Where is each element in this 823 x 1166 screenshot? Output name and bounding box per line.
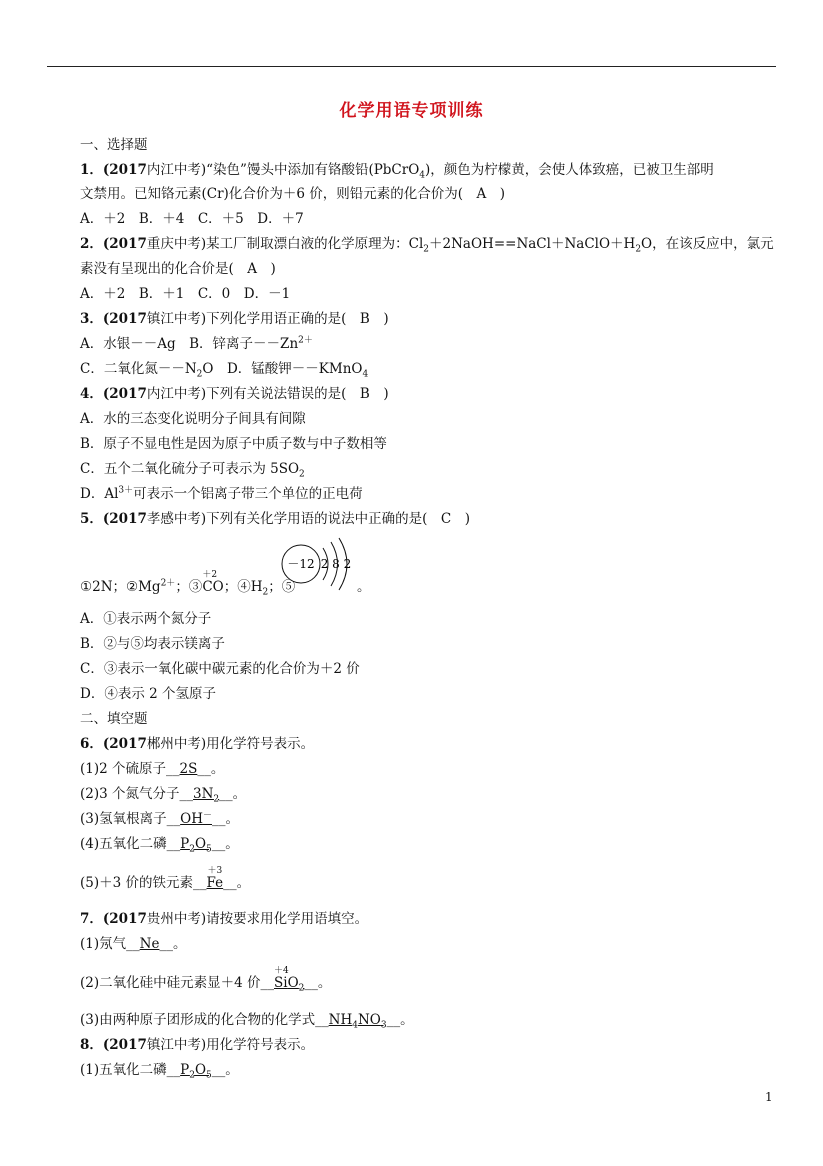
question-7-item-2: (2)二氧化硅中硅元素显＋4 价__ ＋4 SiO$_2$__。 — [80, 966, 332, 994]
magnesium-ion-structure-diagram — [278, 535, 363, 595]
page-title: 化学用语专项训练 — [339, 101, 484, 121]
question-4-option-b: B．原子不显电性是因为原子中质子数与中子数相等 — [80, 436, 387, 452]
question-7-item-3: (3)由两种原子团形成的化合物的化学式$\_\_NH_4NO_3\_\_$。 — [80, 1012, 414, 1031]
question-4-option-d: D．$Al^{3+}$可表示一个铝离子带三个单位的正电荷 — [80, 485, 363, 502]
question-5-line-1: 5．(2017孝感中考)下列有关化学用语的说法中正确的是( C ) — [80, 511, 471, 527]
ion-nucleus-label: －12 — [287, 557, 315, 571]
question-5-items: ①2N；$②Mg^{2+}$；③ ＋2 CO；$④H_2$；⑤ — [80, 570, 296, 598]
header-rule — [47, 66, 776, 67]
ion-shell-numbers: 2 8 2 — [320, 557, 352, 571]
question-2-options: A．＋2 B．＋1 C．0 D．－1 — [80, 286, 291, 302]
question-4-option-a: A．水的三态变化说明分子间具有间隙 — [80, 411, 306, 427]
question-1-options: A．＋2 B．＋4 C．＋5 D．＋7 — [80, 211, 304, 227]
question-3-line-1: 3．(2017镇江中考)下列化学用语正确的是( B ) — [80, 311, 389, 327]
question-6-item-3: (3)氢氧根离子__OH－__。 — [80, 810, 239, 827]
section-choice: 一、选择题 — [80, 137, 148, 153]
question-6-item-1: (1)2 个硫原子__2S__。 — [80, 761, 225, 777]
page-number: 1 — [765, 1090, 773, 1104]
question-5-option-a: A．①表示两个氮分子 — [80, 611, 212, 627]
question-5-option-d: D．④表示 2 个氢原子 — [80, 686, 216, 702]
question-5-option-b: B．②与⑤均表示镁离子 — [80, 636, 225, 652]
question-2-line-2: 素没有呈现出的化合价是( A ) — [80, 261, 276, 277]
question-6-line-1: 6．(2017郴州中考)用化学符号表示。 — [80, 736, 315, 752]
question-4-option-c: C．五个二氧化硫分子可表示为 $5SO_2$ — [80, 461, 305, 480]
question-1-line-2: 文禁用。已知铬元素(Cr)化合价为＋6 价，则铅元素的化合价为( A ) — [80, 186, 505, 202]
question-7-line-1: 7．(2017贵州中考)请按要求用化学用语填空。 — [80, 911, 369, 927]
question-1-line-1: 1．(2017内江中考)“染色”馒头中添加有铬酸铅(PbCrO$_4$)，颜色为柠檬黄，会使人体致癌，已被卫生部明 — [80, 162, 714, 181]
question-8-item-1: (1)五氧化二磷$\_\_P_2O_5\_\_$。 — [80, 1062, 239, 1081]
question-8-line-1: 8．(2017镇江中考)用化学符号表示。 — [80, 1037, 315, 1053]
question-6-item-2: (2)3 个氮气分子$\_\_3N_2\_\_$。 — [80, 786, 247, 805]
question-4-line-1: 4．(2017内江中考)下列有关说法错误的是( B ) — [80, 386, 389, 402]
question-3-options-ab: A．水银－－Ag B．锌离子$--Zn^{2+}$ — [80, 335, 313, 352]
question-6-item-4: (4)五氧化二磷$\_\_P_2O_5\_\_$。 — [80, 836, 239, 855]
question-6-item-5: (5)＋3 价的铁元素__ ＋3 Fe__。 — [80, 866, 251, 891]
question-5-items-end: 。 — [357, 579, 371, 595]
section-fill-in: 二、填空题 — [80, 711, 148, 727]
question-2-line-1: 2．(2017重庆中考)某工厂制取漂白液的化学原理为：$Cl_2+2NaOH==NaCl+NaClO+H_2O$，在该反应中，氯元 — [80, 236, 774, 255]
question-5-option-c: C．③表示一氧化碳中碳元素的化合价为＋2 价 — [80, 661, 360, 677]
question-3-options-cd: C．二氧化氮$--N_2O$ D．锰酸钾－－KMnO$_4$ — [80, 361, 369, 380]
question-7-item-1: (1)氖气__Ne__。 — [80, 936, 187, 952]
